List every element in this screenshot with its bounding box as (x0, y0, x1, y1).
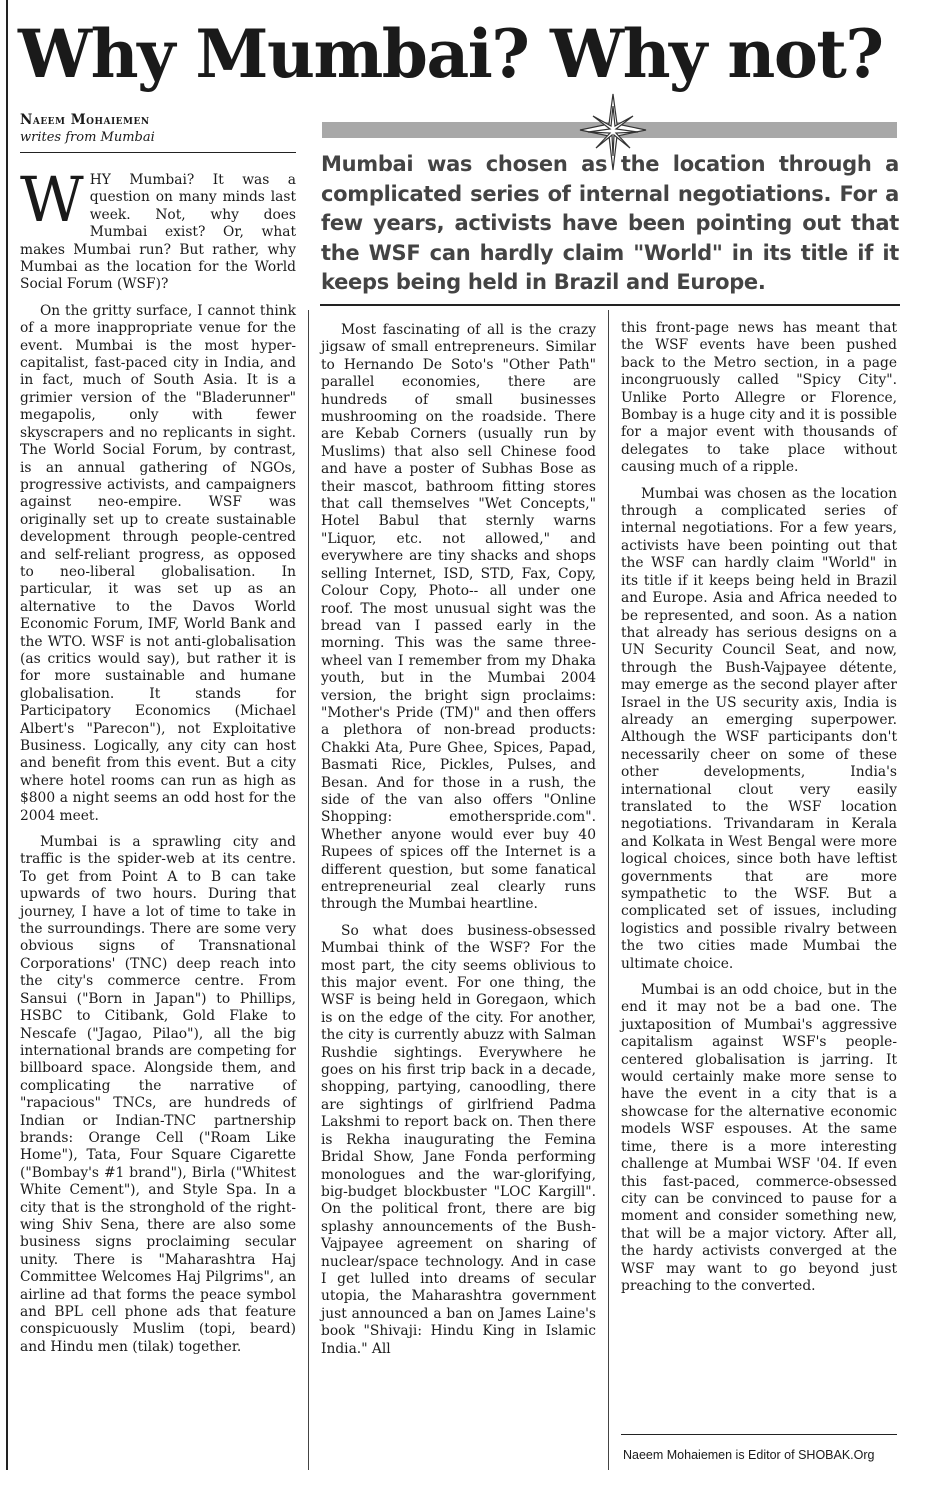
paragraph: Most fascinating of all is the crazy jigsaw of small entrepreneurs. Similar to Hernando De Soto's "Other Path" parallel economies, there are hundreds of small businesses mushrooming on the roadside. There are Kebab Corners (usually run by Muslims) that also sell Chinese food and have a poster of Subhas Bose as their mascot, bathroom fitting stores that call themselves "Wet Concepts," Hotel Babul that sternly warns "Liquor, etc. not allowed," and everywhere are tiny shacks and shops selling Internet, ISD, STD, Fax, Copy, Colour Copy, Photo-- all under one roof. The most unusual sight was the bread van I passed early in the morning. This was the same three-wheel van I remember from my Dhaka youth, but in the Mumbai 2004 version, the bright sign proclaims: "Mother's Pride (TM)" and then offers a plethora of non-bread products: Chakki Ata, Pure Ghee, Spices, Papad, Basmati Rice, Pickles, Pulses, and Besan. And for those in a rush, the side of the van also offers "Online Shopping: emotherspride.com". Whether anyone would ever buy 40 Rupees of spices off the Internet is a different question, but some fanatical entrepreneurial zeal clearly runs through the Mumbai heartline. (321, 322, 596, 913)
footer-divider (621, 1434, 897, 1435)
paragraph-text: HY Mumbai? It was a question on many minds last week. Not, why does Mumbai exist? Or, what makes Mumbai run? But rather, why Mumbai as the location for the World Social Forum (WSF)? (20, 172, 296, 293)
paragraph: this front-page news has meant that the WSF events have been pushed back to the Metro section, in a page incongruously called "Spicy City". Unlike Porto Allegre or Florence, Bombay is a huge city and it is possible for a major event with thousands of delegates to take place without causing much of a ripple. (621, 320, 897, 476)
column-2 (321, 322, 596, 1367)
drop-cap: W (20, 163, 84, 236)
paragraph: Mumbai is a sprawling city and traffic is the spider-web at its centre. To get from Point A to B can take upwards of two hours. During that journey, I have a lot of time to take in the surroundings. There are some very obvious signs of Transnational Corporations' (TNC) deep reach into the city's commerce centre. From Sansui ("Born in Japan") to Phillips, HSBC to Citibank, Gold Flake to Nescafe ("Jagao, Pilao"), all the big international brands are competing for billboard space. Alongside them, and complicating the narrative of "rapacious" TNCs, are hundreds of Indian or Indian-TNC partnership brands: Orange Cell ("Roam Like Home"), Tata, Four Square Cigarette ("Bombay's #1 brand"), Birla ("Whitest White Cement"), and Style Spa. In a city that is the stronghold of the right-wing Shiv Sena, there are also some business signs proclaiming secular unity. There is "Maharashtra Haj Committee Welcomes Haj Pilgrims", an airline ad that forms the peace symbol and BPL cell phone ads that feature conspicuously Muslim (topi, beard) and Hindu men (tilak) together. (20, 834, 296, 1355)
pull-quote-divider (320, 304, 900, 306)
paragraph: Mumbai is an odd choice, but in the end it may not be a bad one. The juxtaposition of Mumbai's aggressive capitalism against WSF's people-centered globalisation is jarring. It would certainly make more sense to have the event in a city that is a showcase for the alternative economic models WSF espouses. At the same time, there is a more interesting challenge at Mumbai WSF '04. If even this fast-paced, commerce-obsessed city can be convinced to pause for a moment and consider something new, that will be a major victory. After all, the hardy activists converged at the WSF may want to go beyond just preaching to the converted. (621, 982, 897, 1294)
pull-quote-text: Mumbai was chosen as the location through a complicated series of internal negotiations. For a few years, activists have been pointing out that the WSF can hardly claim "World" in its title if it keeps being held in Brazil and Europe. (321, 152, 899, 294)
paragraph (20, 163, 296, 294)
column-divider (308, 310, 309, 1470)
headline: Why Mumbai? Why not? (18, 15, 883, 93)
left-border-rule (6, 0, 8, 1470)
pull-quote (321, 150, 899, 298)
paragraph: So what does business-obsessed Mumbai think of the WSF? For the most part, the city seems oblivious to this major event. For one thing, the WSF is being held in Goregaon, which is on the edge of the city. For another, the city is currently abuzz with Salman Rushdie sightings. Everywhere he goes on his first trip back in a decade, shopping, partying, canoodling, there are sightings of girlfriend Padma Lakshmi to report back on. Then there is Rekha inaugurating the Femina Bridal Show, Jane Fonda performing monologues and the war-glorifying, big-budget blockbuster "LOC Kargill". On the political front, there are big splashy announcements of the Bush-Vajpayee agreement on sharing of nuclear/space technology. And in case I get lulled into dreams of secular utopia, the Maharashtra government just announced a ban on James Laine's book "Shivaji: Hindu King in Islamic India." All (321, 922, 596, 1357)
byline-divider (20, 152, 296, 153)
author-note: Naeem Mohaiemen is Editor of SHOBAK.Org (623, 1448, 875, 1462)
column-divider (608, 310, 609, 1470)
column-1 (20, 163, 296, 1365)
author-location: writes from Mumbai (20, 130, 155, 145)
author-name: Naeem Mohaiemen (20, 112, 150, 128)
byline (20, 112, 300, 145)
paragraph: On the gritty surface, I cannot think of a more inappropriate venue for the event. Mumbai is the most hyper-capitalist, fast-paced city in India, and in fact, much of South Asia. It is a grimier version of the "Bladerunner" megapolis, only with fewer skyscrapers and no replicants in sight. The World Social Forum, by contrast, is an annual gathering of NGOs, progressive activists, and campaigners against neo-empire. WSF was originally set up to create sustainable development through people-centred and self-reliant progress, as opposed to neo-liberal globalisation. In particular, it was set up as an alternative to the Davos World Economic Forum, IMF, World Bank and the WTO. WSF is not anti-globalisation (as critics would say), but rather it is for more sustainable and humane globalisation. It stands for Participatory Economics (Michael Albert's "Parecon"), not Exploitative Business. Logically, any city can host and benefit from this event. But a city where hotel rooms can run as high as $800 a night seems an odd host for the 2004 meet. (20, 302, 296, 824)
column-3 (621, 320, 897, 1304)
paragraph: Mumbai was chosen as the location through a complicated series of internal negotiations. For a few years, activists have been pointing out that the WSF can hardly claim "World" in its title if it keeps being held in Brazil and Europe. Asia and Africa needed to be represented, and soon. As a nation that already has serious designs on a UN Security Council Seat, and now, through the Bush-Vajpayee détente, may emerge as the second player after Israel in the US security axis, India is already an emerging superpower. Although the WSF participants don't necessarily cheer on some of these other developments, India's international clout very easily translated to the WSF location negotiations. Trivandaram in Kerala and Kolkata in West Bengal were more logical choices, since both have leftist governments that are more sympathetic to the WSF. But a complicated set of issues, including logistics and possible rivalry between the two cities made Mumbai the ultimate choice. (621, 485, 897, 972)
